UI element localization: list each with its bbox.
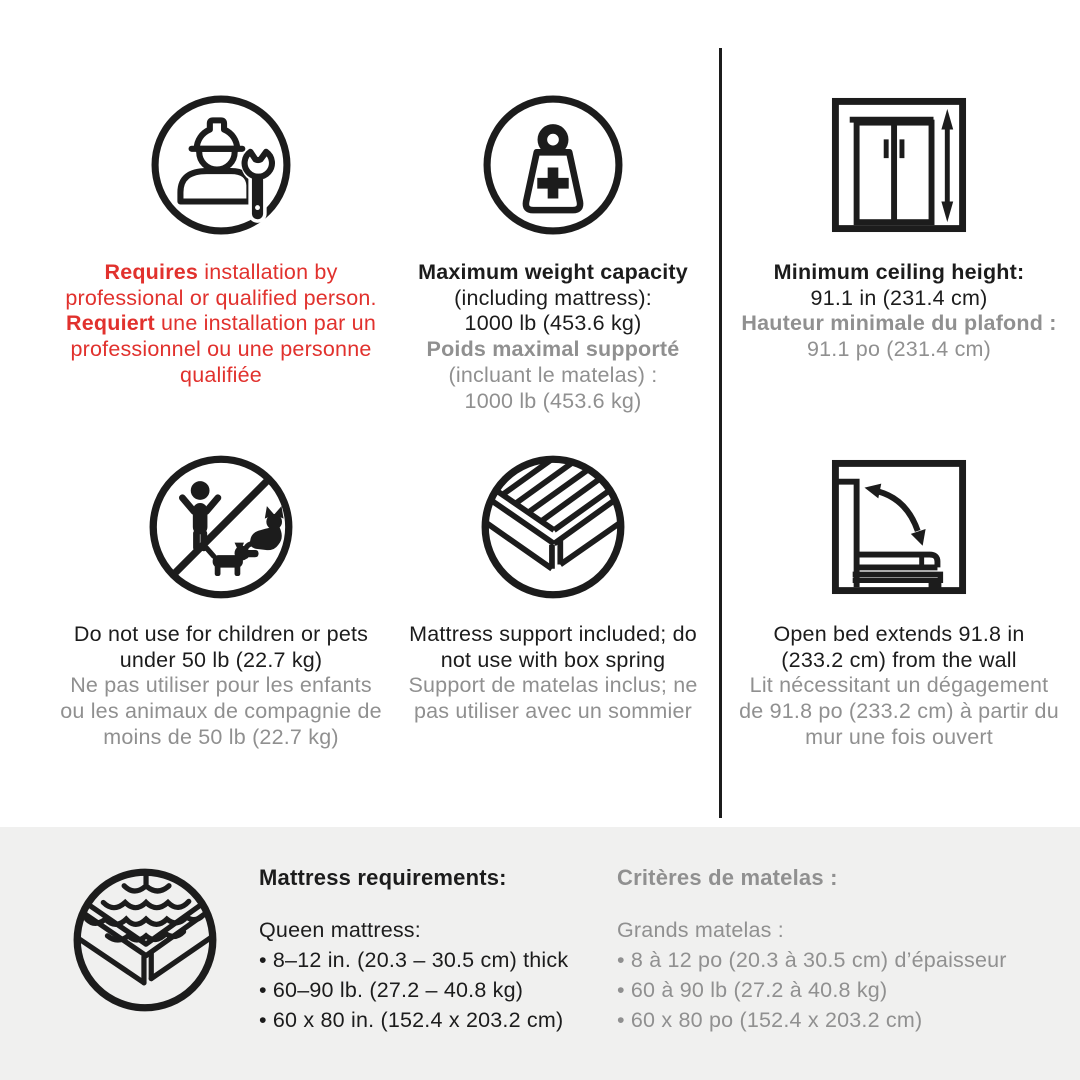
bullet-line: • 8–12 in. (20.3 – 30.5 cm) thick [259, 948, 569, 972]
slatted-support-icon [396, 456, 710, 598]
text-line: ou les animaux de compagnie de [60, 699, 382, 724]
text-line: Lit nécessitant un dégagement [749, 673, 1049, 698]
text-line: Poids maximal supporté [426, 337, 680, 362]
text-line: 91.1 po (231.4 cm) [806, 337, 992, 362]
bullet-line: • 60–90 lb. (27.2 – 40.8 kg) [259, 978, 524, 1002]
text-line: pas utiliser avec un sommier [413, 699, 693, 724]
text-line: Maximum weight capacity [418, 260, 688, 284]
text-line: Support de matelas inclus; ne [408, 673, 698, 698]
max-weight-cell [396, 94, 710, 414]
bullet-line: • 60 à 90 lb (27.2 à 40.8 kg) [617, 978, 888, 1002]
text-line: moins de 50 lb (22.7 kg) [103, 724, 339, 749]
text-line: Minimum ceiling height: [773, 260, 1025, 284]
text-line: not use with box spring [440, 647, 666, 672]
text-line: 1000 lb (453.6 kg) [464, 311, 642, 336]
section-heading: Mattress requirements: [259, 865, 507, 890]
text-line: Hauteur minimale du plafond : [741, 311, 1057, 336]
text-line: Ne pas utiliser pour les enfants [70, 673, 372, 698]
mattress-requirements-fr [617, 865, 1007, 1035]
text-line: Grands matelas : [617, 918, 784, 942]
text-line: Queen mattress: [259, 918, 421, 942]
open-bed-clearance-icon [736, 456, 1062, 598]
text-line: mur une fois ouvert [805, 724, 993, 749]
bullet-line: • 8 à 12 po (20.3 à 30.5 cm) d’épaisseur [617, 948, 1007, 972]
mattress-support-cell [396, 456, 710, 725]
text-line: Requiert une installation par un [66, 311, 376, 336]
text-line: Do not use for children or pets [73, 622, 369, 646]
mattress-requirements-en [259, 865, 568, 1035]
max-weight-text [396, 260, 710, 414]
text-line: under 50 lb (22.7 kg) [119, 647, 323, 672]
text-line: 1000 lb (453.6 kg) [464, 388, 642, 413]
vertical-divider [719, 48, 722, 818]
bullet-line: • 60 x 80 po (152.4 x 203.2 cm) [617, 1008, 923, 1032]
ceiling-height-text [736, 260, 1062, 363]
open-bed-cell [736, 456, 1062, 751]
text-line: (incluant le matelas) : [448, 362, 658, 387]
text-line: (233.2 cm) from the wall [781, 647, 1017, 672]
no-children-pets-cell [58, 456, 384, 751]
open-bed-text [736, 622, 1062, 751]
no-children-pets-text [58, 622, 384, 751]
ceiling-height-cell [736, 94, 1062, 363]
mattress-requirements-section [0, 827, 1080, 1080]
mattress-support-text [396, 622, 710, 725]
section-heading: Critères de matelas : [617, 865, 838, 890]
text-line: Requires installation by [104, 260, 338, 284]
text-line: professional or qualified person. [65, 285, 377, 310]
no-children-pets-icon [58, 456, 384, 598]
text-line: Mattress support included; do [409, 622, 697, 646]
max-weight-icon [396, 94, 710, 236]
mattress-icon [72, 867, 218, 1013]
bullet-line: • 60 x 80 in. (152.4 x 203.2 cm) [259, 1008, 564, 1032]
text-line: professionnel ou une personne [70, 337, 372, 362]
installer-worker-icon [58, 94, 384, 236]
text-line: qualifiée [180, 362, 262, 387]
installation-text [58, 260, 384, 389]
text-line: (including mattress): [454, 285, 652, 310]
installation-cell [58, 94, 384, 389]
text-line: de 91.8 po (233.2 cm) à partir du [739, 699, 1059, 724]
text-line: 91.1 in (231.4 cm) [810, 285, 988, 310]
ceiling-height-icon [736, 94, 1062, 236]
text-line: Open bed extends 91.8 in [773, 622, 1025, 646]
